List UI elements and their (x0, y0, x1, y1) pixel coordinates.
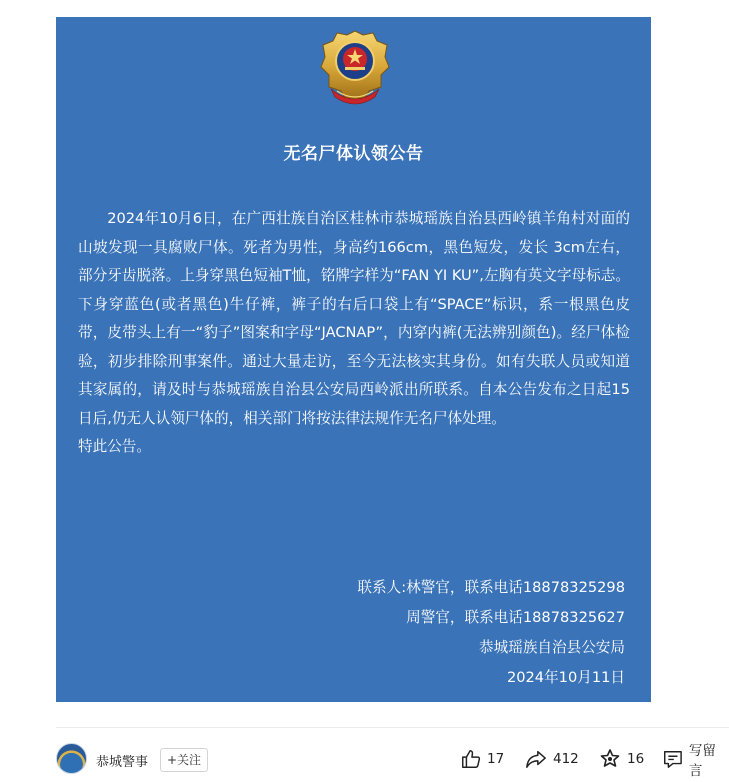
account-avatar[interactable] (56, 743, 87, 774)
contact-line-1: 联系人:林警官，联系电话18878325298 (357, 579, 625, 596)
thumbs-up-icon (460, 748, 482, 770)
divider (56, 727, 729, 728)
follow-button[interactable]: +关注 (160, 748, 208, 772)
share-button[interactable] (524, 746, 579, 772)
collect-icon (598, 747, 622, 771)
contact-line-2: 周警官，联系电话18878325627 (406, 609, 625, 626)
issue-date: 2024年10月11日 (506, 669, 625, 686)
issuing-authority: 恭城瑶族自治县公安局 (479, 639, 625, 656)
notice-closing: 特此公告。 (78, 438, 151, 455)
share-count: 412 (553, 751, 579, 767)
notice-signature (357, 573, 625, 693)
like-button[interactable] (460, 746, 504, 772)
comment-label: 写留言 (688, 743, 716, 779)
account-name[interactable]: 恭城警事 (96, 755, 149, 770)
notice-paragraph: 2024年10月6日，在广西壮族自治区桂林市恭城瑶族自治县西岭镇羊角村对面的山坡发现一具腐败尸体。死者为男性，身高约166cm，黑色短发，发长 3cm左右，部分牙齿脱落。上身穿黑色短袖T恤，铭牌字样为“FAN YI KU”,左胸有英文字母标志。下身穿蓝色(或者黑色)牛仔裤，裤子的右后口袋上有“SPACE”标识，系一根黑色皮带，皮带头上有一“豹子”图案和字母“JACNAP”，内穿内裤(无法辨别颜色)。经尸体检验，初步排除刑事案件。通过大量走访，至今无法核实其身份。如有失联人员或知道其家属的，请及时与恭城瑶族自治县公安局西岭派出所联系。自本公告发布之日起15日后,仍无人认领尸体的，相关部门将按法律法规作无名尸体处理。 (78, 210, 630, 427)
comment-icon (662, 748, 684, 770)
notice-body (78, 205, 630, 462)
comment-button[interactable] (662, 743, 729, 779)
collect-count: 16 (627, 751, 645, 767)
notice-card (56, 17, 651, 702)
notice-title: 无名尸体认领公告 (283, 144, 424, 164)
share-icon (524, 748, 548, 770)
police-emblem-icon (319, 29, 391, 109)
like-count: 17 (487, 751, 505, 767)
article-footer (56, 742, 729, 778)
collect-button[interactable] (598, 746, 644, 772)
